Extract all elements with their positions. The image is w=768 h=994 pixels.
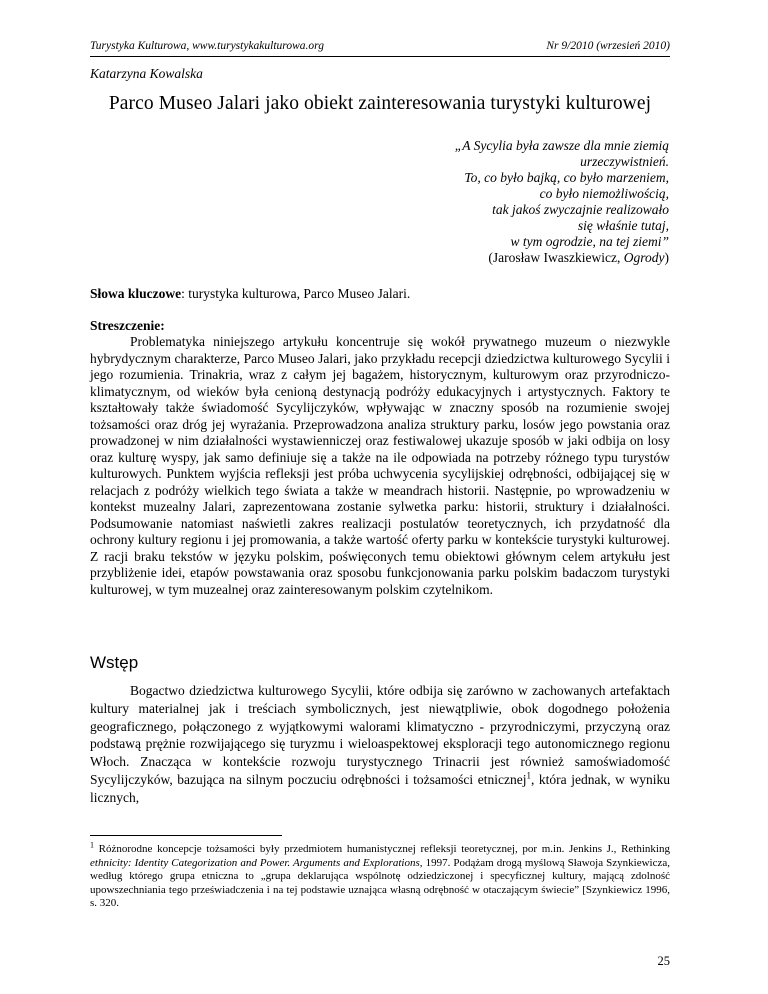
page-number: 25: [657, 954, 670, 968]
keywords: [90, 286, 670, 302]
footnote-text-continued: , 1997. Podążam drogą myślową Sławoja Szynkiewicza, według którego grupa etniczna to „grupa deklarująca wspólnotę odziedziczonej i specyficznej kultury, mającą zdolność upowszechniania tego przeświadczenia i na tej podstawie uznająca własną odrębność w otaczającym świecie” [Szynkiewicz 1996, s. 320.: [90, 856, 671, 910]
body-paragraph: [90, 682, 670, 807]
issue-number: Nr 9/2010 (wrzesień 2010): [546, 40, 670, 52]
keywords-label: Słowa kluczowe: [90, 286, 182, 301]
article-title: Parco Museo Jalari jako obiekt zainteresowania turystyki kulturowej: [108, 93, 652, 114]
header-divider: [90, 56, 670, 57]
epigraph-line: w tym ogrodzie, na tej ziemi”: [510, 234, 669, 249]
abstract-heading: Streszczenie:: [90, 318, 165, 333]
footnote-text: Różnorodne koncepcje tożsamości były przedmiotem humanistycznej refleksji teoretycznej, por m.in. Jenkins J., Rethinking: [94, 843, 670, 855]
journal-title: Turystyka Kulturowa, www.turystykakulturowa.org: [90, 40, 324, 52]
epigraph-source-close: ): [664, 250, 669, 265]
body-text: Bogactwo dziedzictwa kulturowego Sycylii, które odbija się zarówno w zachowanych artefaktach kultury materialnej jak i treściach symbolicznych, jest niewątpliwie, obok dogodnego położenia geograficznego, połączonego z wyjątkowymi walorami klimatyczno - przyrodniczymi, przyczyną oraz podstawą prężnie rozwijającego się turyzmu i wieloaspektowej eksploracji tego autonomicznego regionu Włoch. Znacząca w kontekście rozwoju turystycznego Trinacrii jest również samoświadomość Sycylijczyków, bazująca na silnym poczuciu odrębności i tożsamości etnicznej: [90, 683, 670, 787]
epigraph-line: urzeczywistnień.: [580, 154, 669, 169]
epigraph: [455, 138, 669, 266]
abstract-text: Problematyka niniejszego artykułu koncentruje się wokół prywatnego muzeum o niezwykle hybrydycznym charakterze, Parco Museo Jalari, jako przykładu recepcji dziedzictwa kulturowego Sycylii i jego rozumienia. Trinakria, wraz z całym jej bagażem, historycznym, kulturowym oraz przyrodniczo-klimatycznym, od wieków była cenioną destynacją podróży edukacyjnych i artystycznych. Faktory te kształtowały także świadomość Sycylijczyków, wpływając w znaczny sposób na rozumienie swojej tożsamości oraz dróg jej wyrażania. Przeprowadzona analiza struktury parku, losów jego powstania oraz prowadzonej w nim działalności wystawienniczej oraz festiwalowej ukazuje sposób w jaki odbija on losy oraz kulturę wyspy, jak samo definiuje się a także na ile odpowiada na potrzeby różnego typu turystów kulturowych. Punktem wyjścia refleksji jest próba uchwycenia sycylijskiej odrębności, odbijającej się w relacjach z podróży wielkich tego świata a także w meandrach historii. Następnie, po wprowadzeniu w kontekst muzealny Jalari, zaprezentowana zostanie sylwetka parku: historii, struktury i działalności. Podsumowanie natomiast naświetli zakres realizacji postulatów teoretycznych, ich przydatność dla ochrony kultury regionu i jej promowania, a także wartość oferty parku w kontekście turystyki kulturowej. Z racji braku tekstów w języku polskim, poświęconych temu obiektowi głównym celem artykułu jest przybliżenie idei, etapów powstawania oraz sposobu funkcjonowania parku polskim badaczom turystyki kulturowej, w tym muzealnej oraz zainteresowanym polskim czytelnikom.: [90, 334, 670, 597]
footnote-reference[interactable]: 1: [526, 770, 531, 781]
epigraph-line: co było niemożliwością,: [539, 186, 669, 201]
author-name: Katarzyna Kowalska: [90, 66, 203, 81]
epigraph-line: tak jakoś zwyczajnie realizowało: [492, 202, 669, 217]
footnote-number: 1: [90, 840, 94, 850]
epigraph-source-work: Ogrody: [623, 250, 665, 265]
keywords-text: : turystyka kulturowa, Parco Museo Jalari.: [181, 286, 411, 301]
epigraph-line: się właśnie tutaj,: [577, 218, 669, 233]
epigraph-line: To, co było bajką, co było marzeniem,: [464, 170, 669, 185]
footnote-divider: [90, 835, 282, 836]
footnote-cited-title: ethnicity: Identity Categorization and Power. Arguments and Explorations: [90, 856, 420, 869]
epigraph-source-author: (Jarosław Iwaszkiewicz,: [488, 250, 624, 265]
section-heading: Wstęp: [90, 653, 139, 672]
epigraph-source: [455, 250, 669, 266]
body-text-continued: , która jednak, w wyniku licznych,: [90, 771, 670, 805]
epigraph-line: „A Sycylia była zawsze dla mnie ziemią: [454, 138, 669, 153]
footnote: [90, 840, 671, 911]
